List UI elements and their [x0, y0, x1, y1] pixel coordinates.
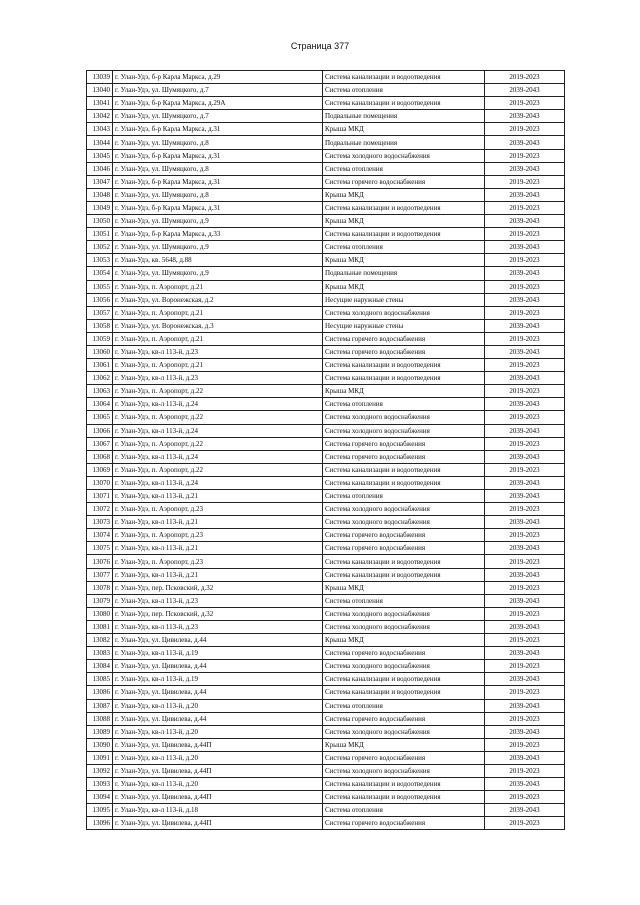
period-cell: 2039-2043	[485, 699, 565, 712]
address-cell: г. Улан-Удэ, пер. Псковский, д.32	[113, 581, 323, 594]
work-type-cell: Система канализации и водоотведения	[323, 201, 485, 214]
row-number-cell: 13066	[87, 424, 113, 437]
table-row	[87, 123, 565, 136]
work-type-cell: Система холодного водоснабжения	[323, 764, 485, 777]
table-row	[87, 764, 565, 777]
period-cell: 2039-2043	[485, 215, 565, 228]
work-type-cell: Система горячего водоснабжения	[323, 817, 485, 830]
period-cell: 2039-2043	[485, 516, 565, 529]
work-type-cell: Система канализации и водоотведения	[323, 359, 485, 372]
row-number-cell: 13055	[87, 280, 113, 293]
work-type-cell: Крыша МКД	[323, 738, 485, 751]
address-cell: г. Улан-Удэ, кв-л 113-й, д.20	[113, 778, 323, 791]
row-number-cell: 13057	[87, 306, 113, 319]
address-cell: г. Улан-Удэ, кв-л 113-й, д.21	[113, 542, 323, 555]
row-number-cell: 13074	[87, 529, 113, 542]
period-cell: 2019-2023	[485, 306, 565, 319]
address-cell: г. Улан-Удэ, ул. Шумяцкого, д.7	[113, 110, 323, 123]
table-row	[87, 673, 565, 686]
work-type-cell: Подвальные помещения	[323, 110, 485, 123]
table-row	[87, 555, 565, 568]
row-number-cell: 13082	[87, 634, 113, 647]
address-cell: г. Улан-Удэ, кв-л 113-й, д.20	[113, 699, 323, 712]
row-number-cell: 13040	[87, 84, 113, 97]
period-cell: 2019-2023	[485, 817, 565, 830]
address-cell: г. Улан-Удэ, ул. Шумяцкого, д.7	[113, 84, 323, 97]
table-row	[87, 84, 565, 97]
period-cell: 2039-2043	[485, 476, 565, 489]
address-cell: г. Улан-Удэ, п. Аэропорт, д.23	[113, 503, 323, 516]
row-number-cell: 13051	[87, 228, 113, 241]
work-type-cell: Крыша МКД	[323, 254, 485, 267]
work-type-cell: Подвальные помещения	[323, 136, 485, 149]
work-type-cell: Крыша МКД	[323, 123, 485, 136]
table-row	[87, 581, 565, 594]
row-number-cell: 13047	[87, 175, 113, 188]
row-number-cell: 13076	[87, 555, 113, 568]
period-cell: 2019-2023	[485, 332, 565, 345]
row-number-cell: 13052	[87, 241, 113, 254]
address-cell: г. Улан-Удэ, кв-л 113-й, д.19	[113, 673, 323, 686]
row-number-cell: 13059	[87, 332, 113, 345]
row-number-cell: 13071	[87, 490, 113, 503]
row-number-cell: 13067	[87, 437, 113, 450]
period-cell: 2039-2043	[485, 319, 565, 332]
period-cell: 2039-2043	[485, 751, 565, 764]
row-number-cell: 13046	[87, 162, 113, 175]
work-type-cell: Система горячего водоснабжения	[323, 345, 485, 358]
address-cell: г. Улан-Удэ, п. Аэропорт, д.22	[113, 411, 323, 424]
period-cell: 2039-2043	[485, 162, 565, 175]
row-number-cell: 13080	[87, 607, 113, 620]
work-type-cell: Система холодного водоснабжения	[323, 620, 485, 633]
table-row	[87, 398, 565, 411]
address-cell: г. Улан-Удэ, б-р Карла Маркса, д.31	[113, 201, 323, 214]
period-cell: 2039-2043	[485, 804, 565, 817]
row-number-cell: 13083	[87, 647, 113, 660]
work-type-cell: Система холодного водоснабжения	[323, 424, 485, 437]
period-cell: 2019-2023	[485, 686, 565, 699]
address-cell: г. Улан-Удэ, ул. Воронежская, д.2	[113, 293, 323, 306]
address-cell: г. Улан-Удэ, п. Аэропорт, д.21	[113, 280, 323, 293]
work-type-cell: Система холодного водоснабжения	[323, 503, 485, 516]
period-cell: 2039-2043	[485, 490, 565, 503]
row-number-cell: 13043	[87, 123, 113, 136]
address-cell: г. Улан-Удэ, ул. Цивилева, д.44П	[113, 817, 323, 830]
period-cell: 2039-2043	[485, 594, 565, 607]
table-row	[87, 568, 565, 581]
address-cell: г. Улан-Удэ, ул. Цивилева, д.44П	[113, 764, 323, 777]
period-cell: 2039-2043	[485, 241, 565, 254]
work-type-cell: Система отопления	[323, 804, 485, 817]
address-cell: г. Улан-Удэ, б-р Карла Маркса, д.29А	[113, 97, 323, 110]
work-type-cell: Система отопления	[323, 241, 485, 254]
address-cell: г. Улан-Удэ, пер. Псковский, д.32	[113, 607, 323, 620]
table-row	[87, 660, 565, 673]
period-cell: 2019-2023	[485, 175, 565, 188]
work-type-cell: Система горячего водоснабжения	[323, 437, 485, 450]
row-number-cell: 13048	[87, 188, 113, 201]
address-cell: г. Улан-Удэ, п. Аэропорт, д.23	[113, 529, 323, 542]
table-row	[87, 738, 565, 751]
table-row	[87, 450, 565, 463]
work-type-cell: Несущие наружные стены	[323, 319, 485, 332]
address-cell: г. Улан-Удэ, п. Аэропорт, д.21	[113, 332, 323, 345]
work-type-cell: Система канализации и водоотведения	[323, 228, 485, 241]
address-cell: г. Улан-Удэ, ул. Шумяцкого, д.9	[113, 215, 323, 228]
address-cell: г. Улан-Удэ, кв-л 113-й, д.20	[113, 751, 323, 764]
table-row	[87, 332, 565, 345]
row-number-cell: 13056	[87, 293, 113, 306]
work-type-cell: Система холодного водоснабжения	[323, 725, 485, 738]
row-number-cell: 13042	[87, 110, 113, 123]
repair-schedule-table	[86, 70, 565, 830]
period-cell: 2019-2023	[485, 123, 565, 136]
work-type-cell: Система горячего водоснабжения	[323, 450, 485, 463]
row-number-cell: 13079	[87, 594, 113, 607]
address-cell: г. Улан-Удэ, кв-л 113-й, д.19	[113, 647, 323, 660]
table-row	[87, 215, 565, 228]
work-type-cell: Система отопления	[323, 84, 485, 97]
row-number-cell: 13058	[87, 319, 113, 332]
work-type-cell: Система горячего водоснабжения	[323, 542, 485, 555]
period-cell: 2039-2043	[485, 267, 565, 280]
row-number-cell: 13072	[87, 503, 113, 516]
row-number-cell: 13041	[87, 97, 113, 110]
address-cell: г. Улан-Удэ, б-р Карла Маркса, д.31	[113, 175, 323, 188]
row-number-cell: 13060	[87, 345, 113, 358]
address-cell: г. Улан-Удэ, ул. Цивилева, д.44П	[113, 791, 323, 804]
work-type-cell: Система холодного водоснабжения	[323, 149, 485, 162]
work-type-cell: Крыша МКД	[323, 188, 485, 201]
address-cell: г. Улан-Удэ, ул. Шумяцкого, д.9	[113, 267, 323, 280]
address-cell: г. Улан-Удэ, кв-л 113-й, д.20	[113, 725, 323, 738]
work-type-cell: Система канализации и водоотведения	[323, 778, 485, 791]
table-row	[87, 647, 565, 660]
period-cell: 2039-2043	[485, 136, 565, 149]
work-type-cell: Крыша МКД	[323, 385, 485, 398]
period-cell: 2019-2023	[485, 254, 565, 267]
period-cell: 2019-2023	[485, 738, 565, 751]
table-row	[87, 319, 565, 332]
period-cell: 2019-2023	[485, 791, 565, 804]
period-cell: 2039-2043	[485, 293, 565, 306]
table-row	[87, 516, 565, 529]
table-row	[87, 306, 565, 319]
row-number-cell: 13087	[87, 699, 113, 712]
period-cell: 2019-2023	[485, 581, 565, 594]
table-row	[87, 476, 565, 489]
table-row	[87, 345, 565, 358]
table-row	[87, 71, 565, 84]
period-cell: 2039-2043	[485, 673, 565, 686]
work-type-cell: Система канализации и водоотведения	[323, 791, 485, 804]
address-cell: г. Улан-Удэ, кв. 5648, д.88	[113, 254, 323, 267]
work-type-cell: Система горячего водоснабжения	[323, 751, 485, 764]
period-cell: 2019-2023	[485, 634, 565, 647]
period-cell: 2019-2023	[485, 437, 565, 450]
address-cell: г. Улан-Удэ, ул. Цивилева, д.44	[113, 634, 323, 647]
period-cell: 2019-2023	[485, 201, 565, 214]
row-number-cell: 13084	[87, 660, 113, 673]
row-number-cell: 13085	[87, 673, 113, 686]
table-row	[87, 188, 565, 201]
address-cell: г. Улан-Удэ, ул. Шумяцкого, д.9	[113, 241, 323, 254]
work-type-cell: Система отопления	[323, 162, 485, 175]
table-row	[87, 463, 565, 476]
address-cell: г. Улан-Удэ, ул. Цивилева, д.44	[113, 686, 323, 699]
period-cell: 2019-2023	[485, 529, 565, 542]
period-cell: 2019-2023	[485, 359, 565, 372]
work-type-cell: Несущие наружные стены	[323, 293, 485, 306]
period-cell: 2039-2043	[485, 725, 565, 738]
work-type-cell: Система отопления	[323, 398, 485, 411]
period-cell: 2039-2043	[485, 188, 565, 201]
row-number-cell: 13088	[87, 712, 113, 725]
work-type-cell: Система канализации и водоотведения	[323, 476, 485, 489]
work-type-cell: Крыша МКД	[323, 634, 485, 647]
address-cell: г. Улан-Удэ, п. Аэропорт, д.21	[113, 306, 323, 319]
row-number-cell: 13091	[87, 751, 113, 764]
period-cell: 2019-2023	[485, 280, 565, 293]
address-cell: г. Улан-Удэ, п. Аэропорт, д.22	[113, 437, 323, 450]
work-type-cell: Система отопления	[323, 594, 485, 607]
table-row	[87, 162, 565, 175]
work-type-cell: Система канализации и водоотведения	[323, 555, 485, 568]
row-number-cell: 13086	[87, 686, 113, 699]
address-cell: г. Улан-Удэ, кв-л 113-й, д.21	[113, 490, 323, 503]
work-type-cell: Крыша МКД	[323, 280, 485, 293]
work-type-cell: Система горячего водоснабжения	[323, 175, 485, 188]
work-type-cell: Система отопления	[323, 699, 485, 712]
address-cell: г. Улан-Удэ, кв-л 113-й, д.24	[113, 398, 323, 411]
work-type-cell: Система канализации и водоотведения	[323, 97, 485, 110]
work-type-cell: Крыша МКД	[323, 215, 485, 228]
table-row	[87, 712, 565, 725]
address-cell: г. Улан-Удэ, ул. Цивилева, д.44	[113, 660, 323, 673]
address-cell: г. Улан-Удэ, кв-л 113-й, д.23	[113, 345, 323, 358]
table-row	[87, 634, 565, 647]
address-cell: г. Улан-Удэ, кв-л 113-й, д.24	[113, 450, 323, 463]
work-type-cell: Система горячего водоснабжения	[323, 712, 485, 725]
row-number-cell: 13049	[87, 201, 113, 214]
row-number-cell: 13081	[87, 620, 113, 633]
table-row	[87, 620, 565, 633]
address-cell: г. Улан-Удэ, ул. Шумяцкого, д.8	[113, 162, 323, 175]
table-row	[87, 280, 565, 293]
row-number-cell: 13095	[87, 804, 113, 817]
table-row	[87, 228, 565, 241]
table-row	[87, 201, 565, 214]
period-cell: 2019-2023	[485, 385, 565, 398]
row-number-cell: 13089	[87, 725, 113, 738]
address-cell: г. Улан-Удэ, б-р Карла Маркса, д.31	[113, 123, 323, 136]
table-row	[87, 411, 565, 424]
table-row	[87, 804, 565, 817]
work-type-cell: Система холодного водоснабжения	[323, 411, 485, 424]
table-row	[87, 751, 565, 764]
period-cell: 2019-2023	[485, 607, 565, 620]
row-number-cell: 13092	[87, 764, 113, 777]
work-type-cell: Система отопления	[323, 490, 485, 503]
work-type-cell: Система холодного водоснабжения	[323, 607, 485, 620]
table-row	[87, 817, 565, 830]
row-number-cell: 13054	[87, 267, 113, 280]
row-number-cell: 13096	[87, 817, 113, 830]
period-cell: 2039-2043	[485, 568, 565, 581]
work-type-cell: Система канализации и водоотведения	[323, 463, 485, 476]
address-cell: г. Улан-Удэ, ул. Воронежская, д.3	[113, 319, 323, 332]
address-cell: г. Улан-Удэ, кв-л 113-й, д.21	[113, 568, 323, 581]
row-number-cell: 13094	[87, 791, 113, 804]
work-type-cell: Система горячего водоснабжения	[323, 529, 485, 542]
table-body	[87, 71, 565, 830]
work-type-cell: Система горячего водоснабжения	[323, 647, 485, 660]
address-cell: г. Улан-Удэ, кв-л 113-й, д.24	[113, 424, 323, 437]
work-type-cell: Система горячего водоснабжения	[323, 332, 485, 345]
period-cell: 2019-2023	[485, 97, 565, 110]
table-row	[87, 241, 565, 254]
table-row	[87, 490, 565, 503]
row-number-cell: 13073	[87, 516, 113, 529]
period-cell: 2019-2023	[485, 228, 565, 241]
table-row	[87, 686, 565, 699]
address-cell: г. Улан-Удэ, б-р Карла Маркса, д.33	[113, 228, 323, 241]
table-row	[87, 149, 565, 162]
table-row	[87, 778, 565, 791]
row-number-cell: 13062	[87, 372, 113, 385]
period-cell: 2019-2023	[485, 71, 565, 84]
address-cell: г. Улан-Удэ, кв-л 113-й, д.23	[113, 372, 323, 385]
address-cell: г. Улан-Удэ, б-р Карла Маркса, д.31	[113, 149, 323, 162]
row-number-cell: 13064	[87, 398, 113, 411]
work-type-cell: Система холодного водоснабжения	[323, 306, 485, 319]
address-cell: г. Улан-Удэ, п. Аэропорт, д.22	[113, 463, 323, 476]
work-type-cell: Подвальные помещения	[323, 267, 485, 280]
address-cell: г. Улан-Удэ, ул. Цивилева, д.44	[113, 712, 323, 725]
table-row	[87, 254, 565, 267]
period-cell: 2019-2023	[485, 411, 565, 424]
address-cell: г. Улан-Удэ, ул. Шумяцкого, д.8	[113, 136, 323, 149]
period-cell: 2039-2043	[485, 620, 565, 633]
period-cell: 2019-2023	[485, 660, 565, 673]
work-type-cell: Система канализации и водоотведения	[323, 71, 485, 84]
row-number-cell: 13069	[87, 463, 113, 476]
work-type-cell: Система канализации и водоотведения	[323, 673, 485, 686]
period-cell: 2039-2043	[485, 778, 565, 791]
table-row	[87, 424, 565, 437]
period-cell: 2039-2043	[485, 450, 565, 463]
page-number-header: Страница 377	[290, 41, 350, 51]
row-number-cell: 13093	[87, 778, 113, 791]
period-cell: 2019-2023	[485, 503, 565, 516]
work-type-cell: Система холодного водоснабжения	[323, 516, 485, 529]
table-row	[87, 725, 565, 738]
table-row	[87, 385, 565, 398]
row-number-cell: 13053	[87, 254, 113, 267]
work-type-cell: Система канализации и водоотведения	[323, 568, 485, 581]
address-cell: г. Улан-Удэ, кв-л 113-й, д.21	[113, 516, 323, 529]
period-cell: 2039-2043	[485, 110, 565, 123]
address-cell: г. Улан-Удэ, б-р Карла Маркса, д.29	[113, 71, 323, 84]
address-cell: г. Улан-Удэ, п. Аэропорт, д.22	[113, 385, 323, 398]
address-cell: г. Улан-Удэ, кв-л 113-й, д.24	[113, 476, 323, 489]
period-cell: 2039-2043	[485, 372, 565, 385]
table-row	[87, 372, 565, 385]
table-row	[87, 136, 565, 149]
table-row	[87, 503, 565, 516]
table-row	[87, 594, 565, 607]
row-number-cell: 13068	[87, 450, 113, 463]
table-row	[87, 293, 565, 306]
row-number-cell: 13061	[87, 359, 113, 372]
period-cell: 2039-2043	[485, 647, 565, 660]
table-row	[87, 699, 565, 712]
row-number-cell: 13070	[87, 476, 113, 489]
address-cell: г. Улан-Удэ, кв-л 113-й, д.23	[113, 620, 323, 633]
period-cell: 2039-2043	[485, 424, 565, 437]
table-row	[87, 175, 565, 188]
table-row	[87, 359, 565, 372]
table-row	[87, 542, 565, 555]
row-number-cell: 13044	[87, 136, 113, 149]
row-number-cell: 13090	[87, 738, 113, 751]
table-row	[87, 97, 565, 110]
work-type-cell: Система канализации и водоотведения	[323, 686, 485, 699]
period-cell: 2019-2023	[485, 149, 565, 162]
period-cell: 2039-2043	[485, 345, 565, 358]
table-row	[87, 110, 565, 123]
address-cell: г. Улан-Удэ, ул. Цивилева, д.44П	[113, 738, 323, 751]
period-cell: 2019-2023	[485, 764, 565, 777]
period-cell: 2019-2023	[485, 712, 565, 725]
row-number-cell: 13078	[87, 581, 113, 594]
work-type-cell: Система канализации и водоотведения	[323, 372, 485, 385]
table-row	[87, 607, 565, 620]
address-cell: г. Улан-Удэ, ул. Шумяцкого, д.8	[113, 188, 323, 201]
period-cell: 2039-2043	[485, 84, 565, 97]
row-number-cell: 13077	[87, 568, 113, 581]
address-cell: г. Улан-Удэ, п. Аэропорт, д.21	[113, 359, 323, 372]
table-row	[87, 529, 565, 542]
address-cell: г. Улан-Удэ, п. Аэропорт, д.23	[113, 555, 323, 568]
work-type-cell: Система холодного водоснабжения	[323, 660, 485, 673]
row-number-cell: 13050	[87, 215, 113, 228]
work-type-cell: Крыша МКД	[323, 581, 485, 594]
table-row	[87, 437, 565, 450]
address-cell: г. Улан-Удэ, кв-л 113-й, д.23	[113, 594, 323, 607]
period-cell: 2019-2023	[485, 555, 565, 568]
row-number-cell: 13075	[87, 542, 113, 555]
table-row	[87, 267, 565, 280]
table-row	[87, 791, 565, 804]
row-number-cell: 13039	[87, 71, 113, 84]
period-cell: 2019-2023	[485, 463, 565, 476]
row-number-cell: 13063	[87, 385, 113, 398]
row-number-cell: 13065	[87, 411, 113, 424]
row-number-cell: 13045	[87, 149, 113, 162]
period-cell: 2039-2043	[485, 542, 565, 555]
period-cell: 2039-2043	[485, 398, 565, 411]
address-cell: г. Улан-Удэ, кв-л 113-й, д.18	[113, 804, 323, 817]
